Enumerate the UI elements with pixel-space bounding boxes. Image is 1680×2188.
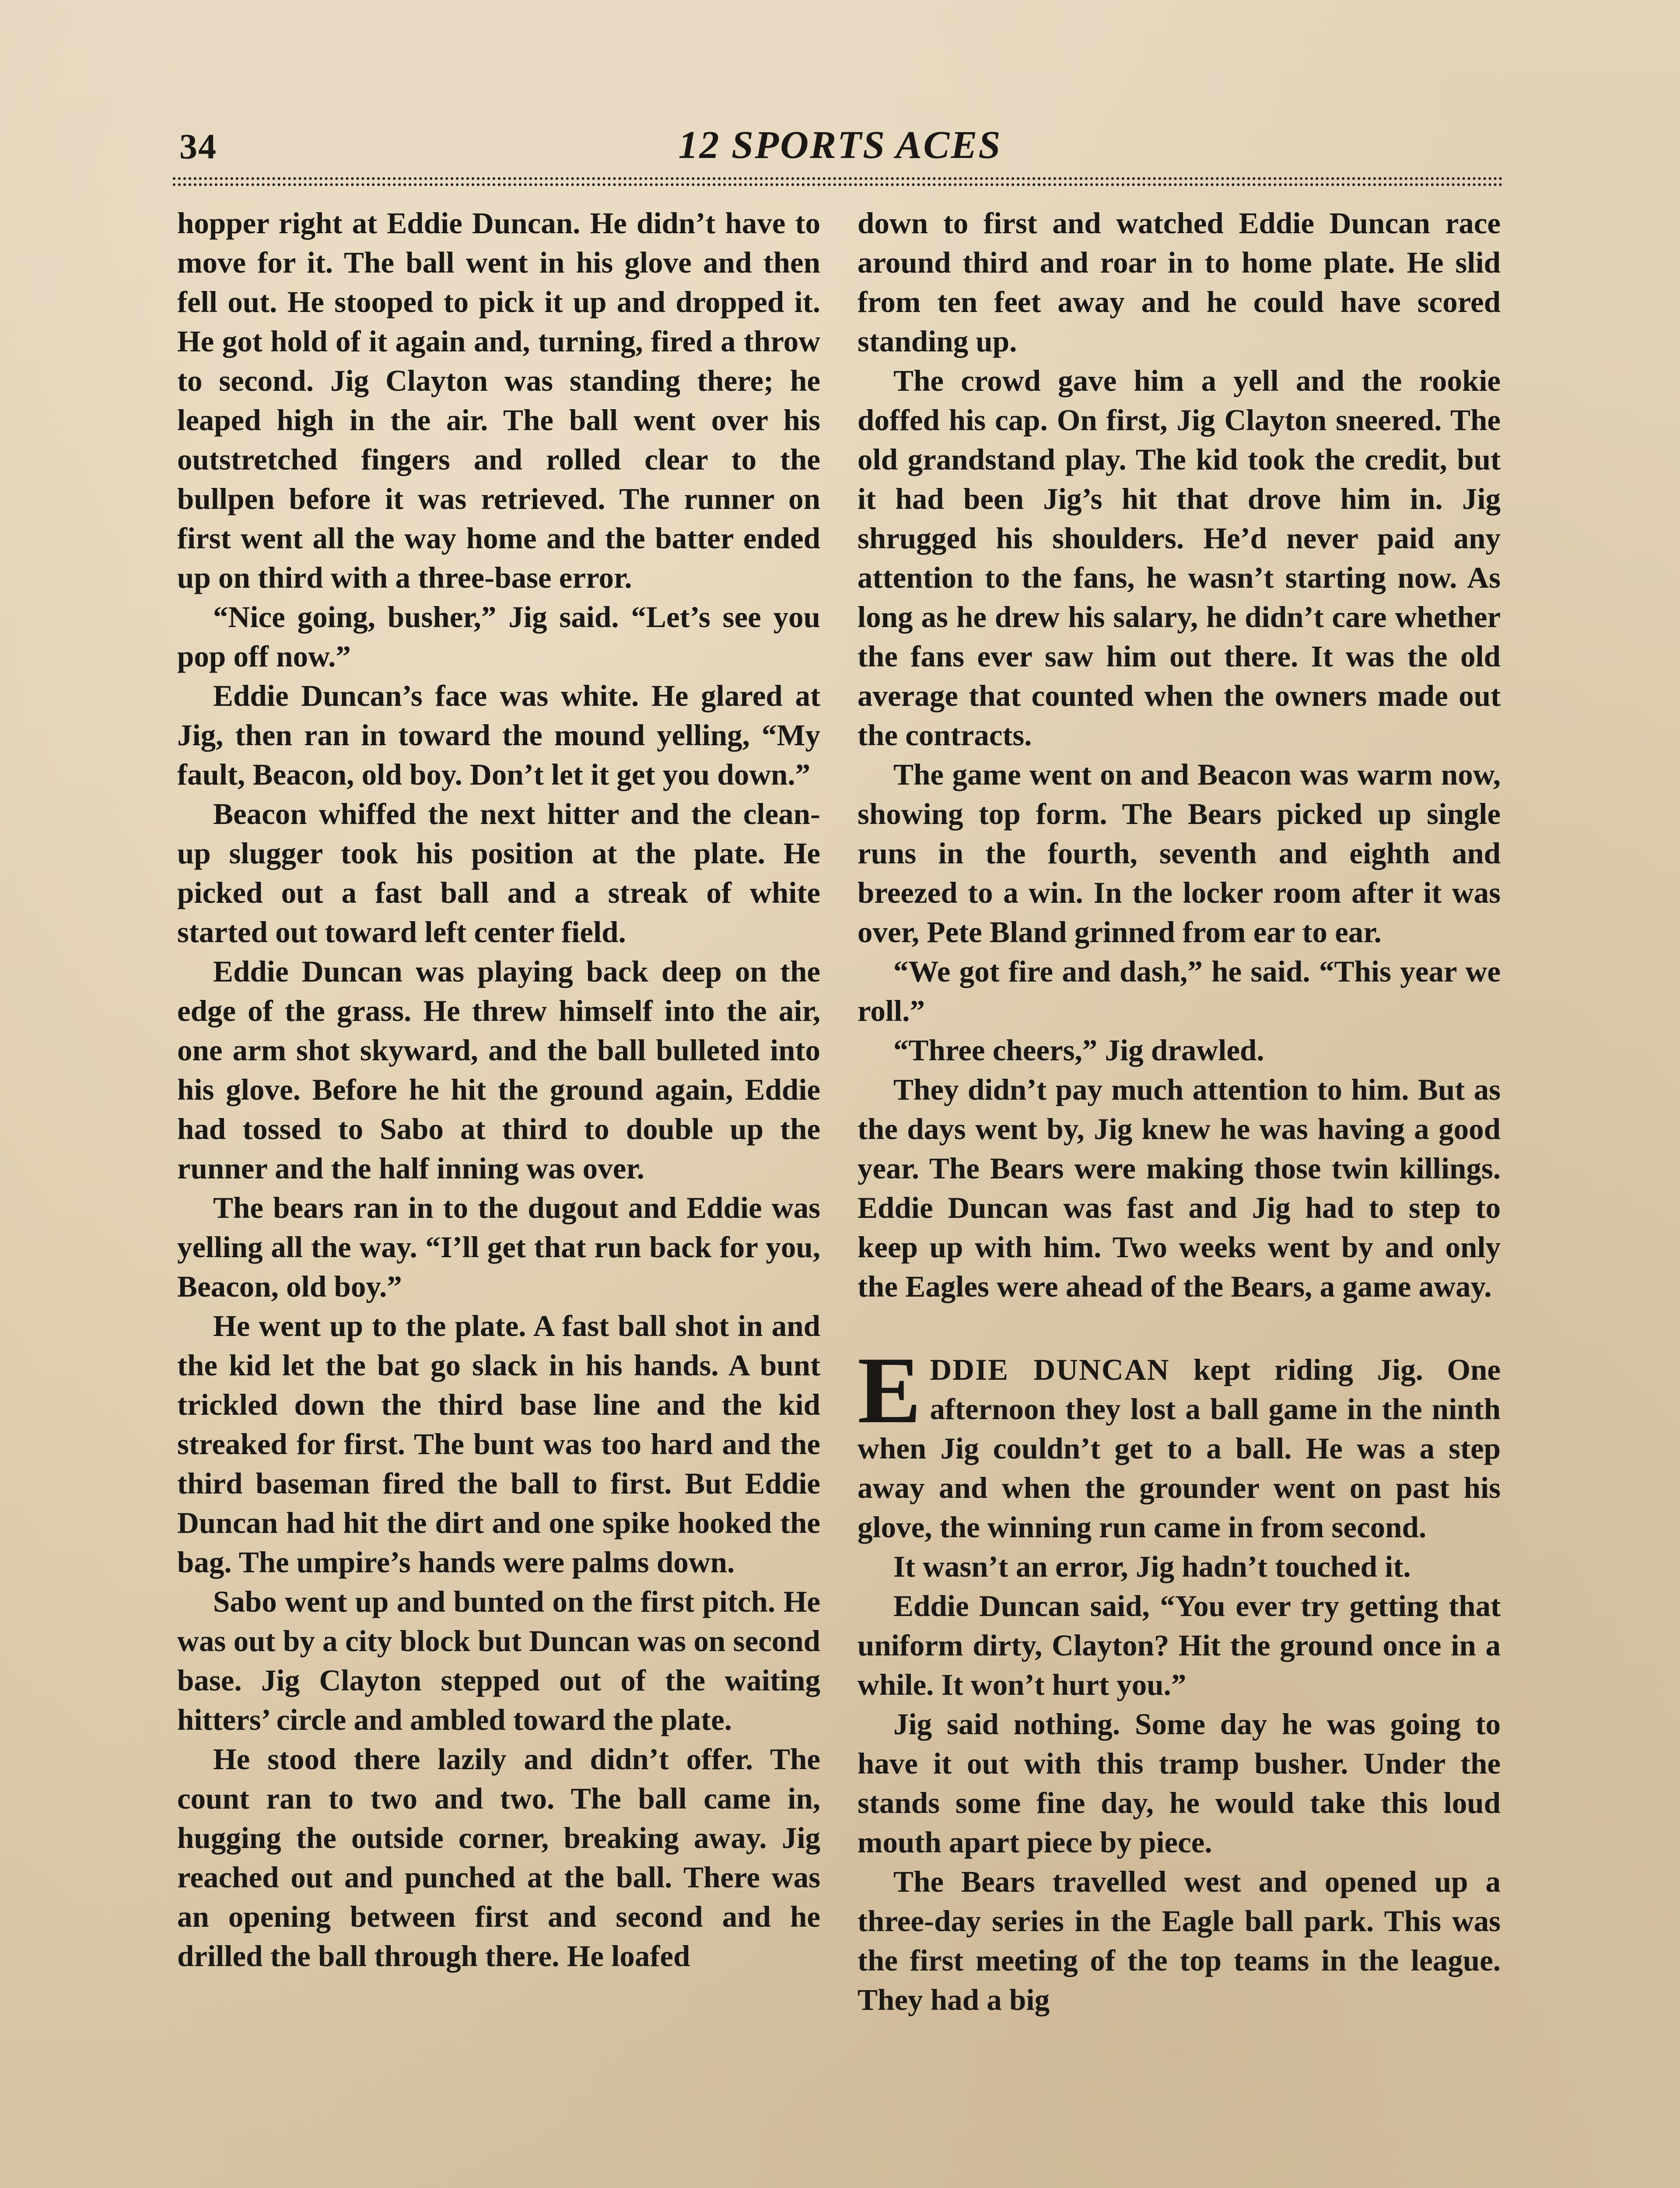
paragraph: “We got fire and dash,” he said. “This year we roll.”	[858, 955, 1501, 1027]
paragraph: It wasn’t an error, Jig hadn’t touched it.	[893, 1550, 1411, 1583]
paragraph: The crowd gave him a yell and the rookie doffed his cap. On first, Jig Clayton sneered. The old grandstand play. The kid took the credit, but it had been Jig’s hit that drove him in. Jig shrugged his shoulders. He’d never paid any attention to the fans, he wasn’t starting now. As long as he drew his salary, he didn’t care whether the fans ever saw him out there. It was the old average that counted when the owners made out the contracts.	[858, 364, 1501, 752]
page-number: 34	[179, 126, 217, 166]
paragraph: Eddie Duncan was playing back deep on the edge of the grass. He threw himself into the air, one arm shot skyward, and the ball bulleted into his glove. Before he hit the ground again, Eddie had tossed to Sabo at third to double up the runner and the half inning was over.	[177, 955, 820, 1185]
paragraph: hopper right at Eddie Duncan. He didn’t have to move for it. The ball went in his glove and then fell out. He stooped to pick it up and dropped it. He got hold of it again and, turning, fired a throw to second. Jig Clayton was standing there; he leaped high in the air. The ball went over his outstretched fingers and rolled clear to the bullpen before it was retrieved. The runner on first went all the way home and the batter ended up on third with a three-base error.	[177, 207, 820, 594]
paragraph-text: kept riding Jig. One afternoon they lost a ball game in the ninth when Jig couldn’t get to a ball. He was a step away and when the grounder went on past his glove, the winning run came in from second.	[858, 1353, 1501, 1544]
section-opening-paragraph	[858, 1338, 1501, 1547]
paragraph: The game went on and Beacon was warm now, showing top form. The Bears picked up single runs in the fourth, seventh and eighth and breezed to a win. In the locker room after it was over, Pete Bland grinned from ear to ear.	[858, 758, 1501, 949]
paragraph: He stood there lazily and didn’t offer. The count ran to two and two. The ball came in, hugging the outside corner, breaking away. Jig reached out and punched at the ball. There was an opening between first and second and he drilled the ball through there. He loafed	[177, 1743, 820, 1973]
lead-in-text: DDIE DUNCAN	[930, 1353, 1170, 1386]
running-head: 12 SPORTS ACES	[678, 123, 1002, 167]
paragraph: “Three cheers,” Jig drawled.	[893, 1034, 1264, 1067]
right-column	[858, 203, 1501, 2020]
paragraph: “Nice going, busher,” Jig said. “Let’s see you pop off now.”	[177, 600, 820, 673]
paragraph: Sabo went up and bunted on the first pitch. He was out by a city block but Duncan was on second base. Jig Clayton stepped out of the waiting hitters’ circle and ambled toward the plate.	[177, 1585, 820, 1736]
page-header	[175, 118, 1505, 175]
header-divider	[173, 177, 1503, 186]
paragraph: Jig said nothing. Some day he was going to have it out with this tramp busher. Under the stands some fine day, he would take this loud mouth apart piece by piece.	[858, 1708, 1501, 1859]
paragraph: Beacon whiffed the next hitter and the clean-up slugger took his position at the plate. He picked out a fast ball and a streak of white started out toward left center field.	[177, 797, 820, 949]
paragraph: down to first and watched Eddie Duncan race around third and roar in to home plate. He slid from ten feet away and he could have scored standing up.	[858, 207, 1501, 358]
drop-cap: E	[858, 1338, 921, 1443]
paragraph: The bears ran in to the dugout and Eddie was yelling all the way. “I’ll get that run back for you, Beacon, old boy.”	[177, 1191, 820, 1303]
paragraph: Eddie Duncan said, “You ever try getting that uniform dirty, Clayton? Hit the ground once in a while. It won’t hurt you.”	[858, 1589, 1501, 1701]
paragraph: They didn’t pay much attention to him. But as the days went by, Jig knew he was having a good year. The Bears were making those twin killings. Eddie Duncan was fast and Jig had to step to keep up with him. Two weeks went by and only the Eagles were ahead of the Bears, a game away.	[858, 1073, 1501, 1303]
paragraph: Eddie Duncan’s face was white. He glared at Jig, then ran in toward the mound yelling, “My fault, Beacon, old boy. Don’t let it get you down.”	[177, 679, 820, 791]
paragraph: The Bears travelled west and opened up a three-day series in the Eagle ball park. This was the first meeting of the top teams in the league. They had a big	[858, 1865, 1501, 2016]
left-column	[177, 203, 820, 1976]
paragraph: He went up to the plate. A fast ball shot in and the kid let the bat go slack in his hands. A bunt trickled down the third base line and the kid streaked for first. The bunt was too hard and the third baseman fired the ball to first. But Eddie Duncan had hit the dirt and one spike hooked the bag. The umpire’s hands were palms down.	[177, 1309, 820, 1579]
